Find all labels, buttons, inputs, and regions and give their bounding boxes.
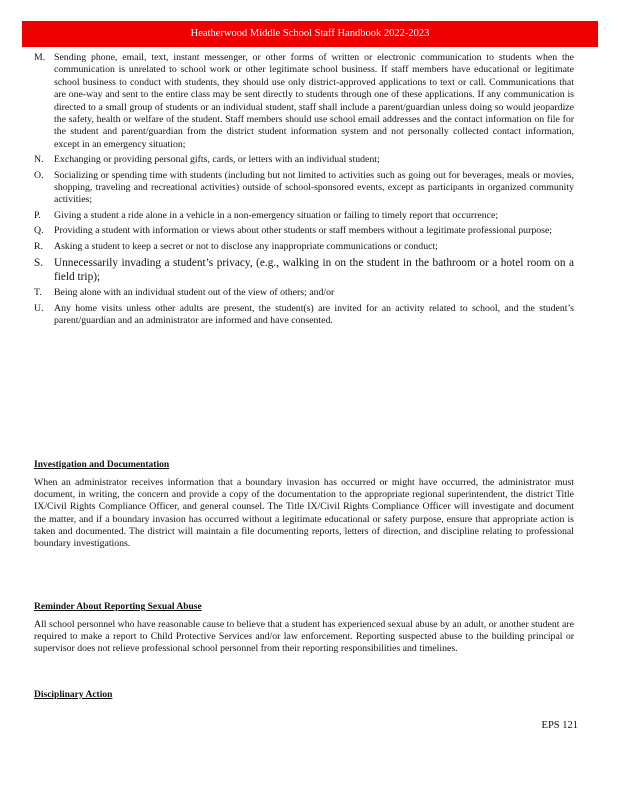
section-heading: Investigation and Documentation — [34, 460, 170, 470]
list-item — [34, 225, 574, 237]
handbook-title: Heatherwood Middle School Staff Handbook 2022-2023 — [190, 28, 430, 39]
page-number: EPS 121 — [541, 720, 578, 731]
item-letter: M. — [34, 52, 46, 63]
disciplinary-section — [34, 690, 574, 707]
section-body: When an administrator receives information that a boundary invasion has occurred or might have occurred, the administrator must document, in writing, the concern and provide a copy of the documentation to the appropriate regional superintendent, the district Title IX/Civil Rights Compliance Officer, and general counsel. The Title IX/Civil Rights Compliance Officer will investigate and document the matter, and if a boundary invasion has occurred without a legitimate educational or safety purpose, ensure that appropriate action is taken and documented. The district will maintain a file documenting reports, letters of direction, and discipline relating to professional boundary investigations. — [34, 477, 574, 550]
item-text: Socializing or spending time with students (including but not limited to activities such as going out for beverages, meals or movies, shopping, traveling and recreational activities) outside of school-sponsored events, except as participants in organized community activities; — [54, 169, 574, 206]
list-item — [34, 303, 574, 328]
item-letter: Q. — [34, 225, 44, 237]
item-text: Unnecessarily invading a student’s privacy, (e.g., walking in on the student in the bathroom or a hotel room on a field trip); — [54, 257, 574, 284]
item-letter: O. — [34, 169, 44, 181]
section-heading: Reminder About Reporting Sexual Abuse — [34, 602, 202, 612]
item-letter: P. — [34, 209, 41, 221]
list-item — [34, 210, 574, 222]
item-text: Providing a student with information or views about other students or staff members without a legitimate professional purpose; — [54, 225, 553, 237]
list-item — [34, 154, 574, 166]
list-item — [34, 287, 574, 299]
list-item — [34, 52, 574, 151]
list-item — [34, 170, 574, 207]
section-body: All school personnel who have reasonable cause to believe that a student has experienced sexual abuse by an adult, or another student are required to make a report to Child Protective Services and/or law enforcement. Reporting suspected abuse to the building principal or supervisor does not relieve professional school personnel from their reporting responsibilities and timelines. — [34, 619, 574, 655]
list-item — [34, 256, 574, 284]
handbook-header-bar — [22, 21, 598, 47]
item-text: Being alone with an individual student out of the view of others; and/or — [54, 287, 335, 299]
item-text: Sending phone, email, text, instant messenger, or other forms of written or electronic communication to students when the communication is unrelated to school work or other legitimate school business. If staff members have educational or legitimate school business to conduct with students, they should use only district-approved applications to text or call. Communications that are one-way and sent to the entire class may be sent directly to students through one of these applications. If any communication is directed to a small group of students or an individual student, staff shall include a parent/guardian unless doing so would jeopardize the safety, health or welfare of the student. Staff members should use school email addresses and the contact information on file for the student and parent/guardian from the district student information system and not personally collected contact information, except in an emergency situation; — [54, 52, 574, 150]
item-text: Exchanging or providing personal gifts, cards, or letters with an individual student; — [54, 154, 380, 166]
item-letter: R. — [34, 240, 43, 252]
item-letter: U. — [34, 302, 44, 314]
item-text: Any home visits unless other adults are present, the student(s) are invited for an activity related to school, and the student’s parent/guardian and an administrator are informed and have consented. — [54, 302, 574, 326]
item-letter: T. — [34, 287, 42, 299]
investigation-section — [34, 460, 574, 550]
item-letter: N. — [34, 154, 44, 166]
list-item — [34, 241, 574, 253]
item-letter: S. — [34, 257, 44, 270]
conduct-list — [34, 52, 574, 330]
reminder-section — [34, 602, 574, 656]
item-text: Giving a student a ride alone in a vehicle in a non-emergency situation or failing to timely report that occurrence; — [54, 209, 499, 221]
item-text: Asking a student to keep a secret or not to disclose any inappropriate communications or conduct; — [54, 240, 438, 252]
section-heading: Disciplinary Action — [34, 690, 113, 700]
